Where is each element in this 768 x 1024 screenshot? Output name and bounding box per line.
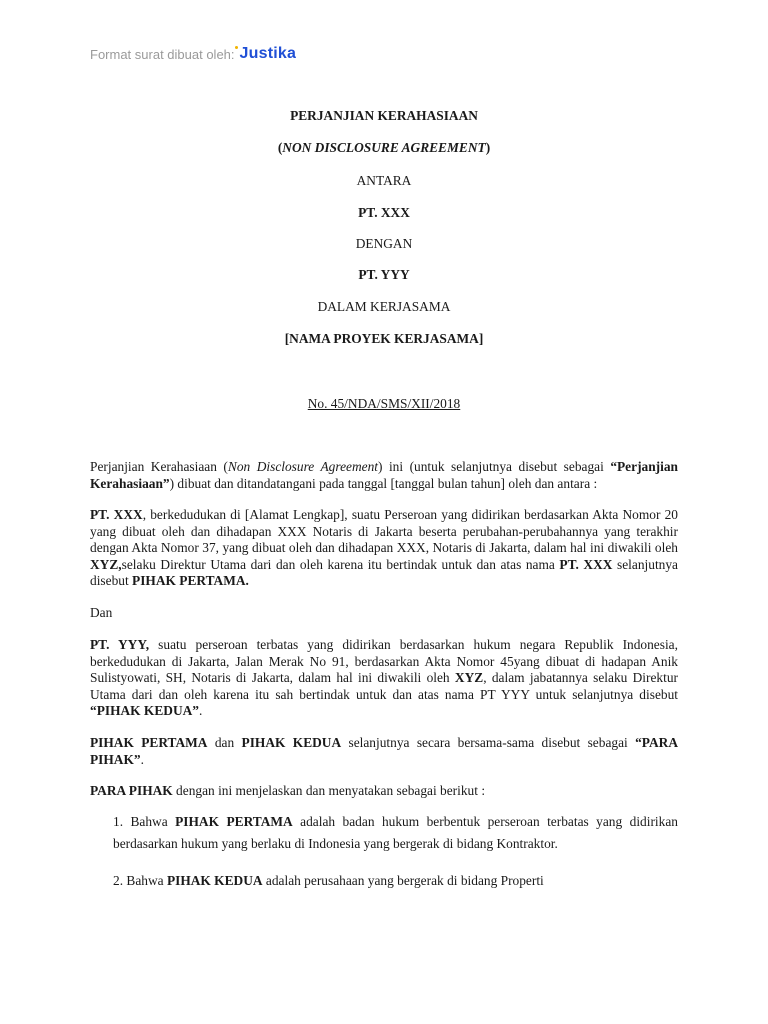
page-header: [90, 45, 296, 63]
list-item: 1. Bahwa PIHAK PERTAMA adalah badan hukum berbentuk perseroan terbatas yang didirikan berdasarkan hukum yang berlaku di Indonesia yang bergerak di bidang Kontraktor.: [113, 814, 678, 851]
project-name: [NAMA PROYEK KERJASAMA]: [284, 331, 484, 346]
dalam-kerjasama-label: DALAM KERJASAMA: [317, 299, 451, 314]
logo-dot-icon: [235, 46, 238, 49]
first-party-paragraph: PT. XXX, berkedudukan di [Alamat Lengkap], suatu Perseroan yang didirikan berdasarkan Akta Nomor 20 yang dibuat oleh dan dihadapan XXX Notaris di Jakarta beserta perubahan-perubahannya yang terakhir dengan Akta Nomor 37, yang dibuat oleh dan dihadapan XXX, Notaris di Jakarta, dalam hal ini diwakili oleh XYZ,selaku Direktur Utama dari dan oleh karena itu bertindak untuk dan atas nama PT. XXX selanjutnya disebut PIHAK PERTAMA.: [90, 507, 678, 588]
list-item: 2. Bahwa PIHAK KEDUA adalah perusahaan yang bergerak di bidang Properti: [113, 873, 544, 888]
header-caption: Format surat dibuat oleh:: [90, 46, 235, 62]
second-party-paragraph: PT. YYY, suatu perseroan terbatas yang didirikan berdasarkan hukum negara Republik Indonesia, berkedudukan di Jakarta, Jalan Merak No 91, berdasarkan Akta Nomor 45yang dibuat di hadapan Anik Sulistyowati, SH, Notaris di Jakarta, dalam hal ini diwakili oleh XYZ, dalam jabatannya selaku Direktur Utama dari dan oleh karena itu sah bertindak untuk dan atas nama PT YYY untuk selanjutnya disebut “PIHAK KEDUA”.: [90, 637, 678, 718]
intro-paragraph: Perjanjian Kerahasiaan (Non Disclosure Agreement) ini (untuk selanjutnya disebut sebagai “Perjanjian Kerahasiaan”) dibuat dan ditandatangani pada tanggal [tanggal bulan tahun] oleh dan antara :: [90, 459, 678, 491]
doc-number: No. 45/NDA/SMS/XII/2018: [307, 396, 461, 411]
dan-label: Dan: [90, 605, 113, 620]
party1-title: PT. XXX: [358, 205, 410, 220]
doc-title: PERJANJIAN KERAHASIAAN: [290, 108, 478, 123]
declaration-paragraph: PARA PIHAK dengan ini menjelaskan dan menyatakan sebagai berikut :: [90, 783, 486, 798]
para-pihak-paragraph: PIHAK PERTAMA dan PIHAK KEDUA selanjutnya secara bersama-sama disebut sebagai “PARA PIHAK”.: [90, 735, 679, 767]
doc-subtitle: (NON DISCLOSURE AGREEMENT): [277, 140, 491, 155]
logo-text: Justika: [239, 45, 297, 62]
dengan-label: DENGAN: [355, 236, 413, 251]
justika-logo[interactable]: [240, 45, 297, 63]
party2-title: PT. YYY: [358, 267, 410, 282]
antara-label: ANTARA: [356, 173, 412, 188]
